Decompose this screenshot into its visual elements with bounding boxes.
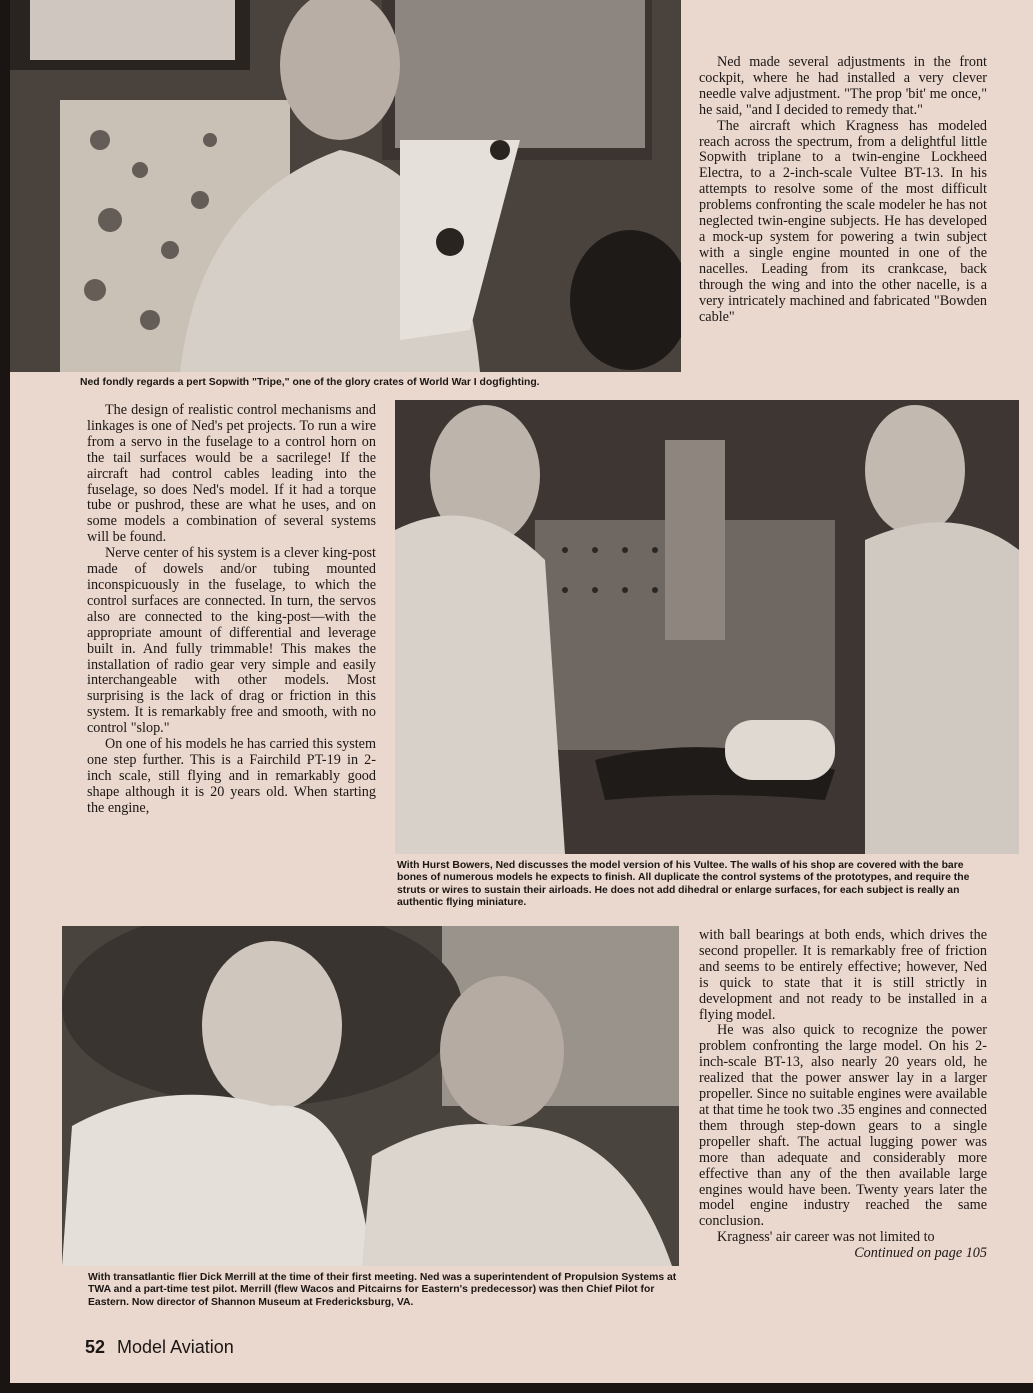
continued-note: Continued on page 105: [854, 1245, 987, 1262]
column-top-right: [699, 55, 987, 325]
photo-workshop-vultee: [395, 400, 1019, 854]
magazine-name: Model Aviation: [117, 1337, 234, 1357]
paragraph: The design of realistic control mechanisms and linkages is one of Ned's pet projects. To run a wire from a servo in the fuselage to a control horn on the tail surfaces would be a sacrilege! If the aircraft had control cables leading into the fuselage, so does Ned's model. If it had a torque tube or pushrod, these are what he uses, and on some models a combination of several systems will be found.: [87, 402, 376, 546]
paragraph: Ned made several adjustments in the front cockpit, where he had installed a very clever needle valve adjustment. "The prop 'bit' me once," he said, "and I decided to remedy that.": [699, 54, 987, 118]
paragraph: The aircraft which Kragness has modeled reach across the spectrum, from a delightful little Sopwith triplane to a twin-engine Lockheed Electra, to a 2-inch-scale Vultee BT-13. In his attempts to resolve some of the most difficult problems confronting the scale modeler he has not neglected twin-engine subjects. He has developed a mock-up system for powering a twin subject with a single engine mounted in one of the nacelles. Leading from its crankcase, back through the wing and into the other nacelle, is a very intricately machined and fabricated "Bowden cable": [699, 117, 987, 325]
caption-middle: With Hurst Bowers, Ned discusses the model version of his Vultee. The walls of his shop are covered with the bare bones of numerous models he expects to finish. All duplicate the control systems of the prototypes, and require the struts or wires to sustain their airloads. He does not add dihedral or enlarge surfaces, for each subject is really an authentic flying miniature.: [397, 860, 970, 908]
page-edge: [0, 1383, 1033, 1393]
photo-sopwith-tripe-art: [10, 0, 681, 372]
photo-dick-merrill: [62, 926, 679, 1266]
photo-dick-merrill-art: [62, 926, 679, 1266]
paragraph: with ball bearings at both ends, which drives the second propeller. It is remarkably free of friction and seems to be entirely effective; however, Ned is quick to state that it is still strictly in development and not ready to be installed in a flying model.: [699, 927, 987, 1023]
page-footer: [85, 1337, 234, 1358]
paragraph: He was also quick to recognize the power problem confronting the large model. On his 2-inch-scale BT-13, also nearly 20 years old, he realized that the power answer lay in a larger propeller. Since no suitable engines were available at that time he took two .35 engines and connected them through step-down gears to a single propeller shaft. The actual lugging power was more than adequate and considerably more effective than any of the then available large engines would have been. Twenty years later the model engine industry reached the same conclusion.: [699, 1022, 987, 1230]
caption-bottom: With transatlantic flier Dick Merrill at the time of their first meeting. Ned was a superintendent of Propulsion Systems at TWA and a part-time test pilot. Merrill (flew Wacos and Pitcairns for Eastern's predecessor) was then Chief Pilot for Eastern. Now director of Shannon Museum at Fredericksburg, VA.: [88, 1272, 677, 1308]
paragraph: Kragness' air career was not limited to: [717, 1229, 935, 1246]
column-left: [87, 403, 376, 817]
column-bottom-right: [699, 928, 987, 1262]
caption-top: Ned fondly regards a pert Sopwith "Tripe," one of the glory crates of World War I dogfighting.: [80, 377, 540, 388]
paragraph: On one of his models he has carried this system one step further. This is a Fairchild PT-19 in 2-inch scale, still flying and in remarkably good shape although it is 20 years old. When starting the engine,: [87, 736, 376, 816]
page-number: 52: [85, 1337, 106, 1357]
page-edge: [0, 0, 10, 1393]
paragraph: Nerve center of his system is a clever king-post made of dowels and/or tubing mounted inconspicuously in the fuselage, to which the control surfaces are connected. In turn, the servos also are connected to the king-post—with the appropriate amount of differential and leverage built in. And fully trimmable! This makes the installation of radio gear very simple and easily interchangeable with other models. Most surprising is the lack of drag or friction in this system. It is remarkably free and smooth, with no control "slop.": [87, 545, 376, 737]
photo-sopwith-tripe: [10, 0, 681, 372]
photo-workshop-vultee-art: [395, 400, 1019, 854]
